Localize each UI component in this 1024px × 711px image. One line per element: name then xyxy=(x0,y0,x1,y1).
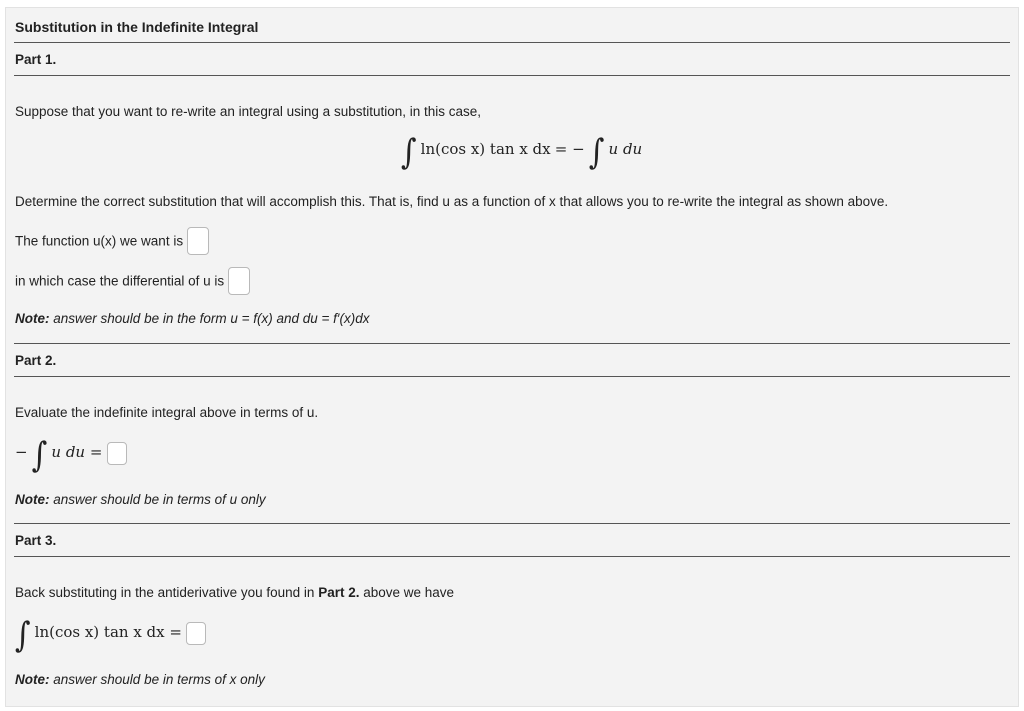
problem-title: Substitution in the Indefinite Integral xyxy=(15,19,259,35)
part1-equation-rhs: u du xyxy=(608,140,643,158)
part1-determine-text: Determine the correct substitution that will accomplish this. That is, find u as a function of x that allows you to re-write the integral as shown above. xyxy=(15,194,889,209)
integral-sign: ∫ xyxy=(588,132,605,173)
part2-instruction: Evaluate the indefinite integral above in terms of u. xyxy=(15,405,319,420)
note-text: answer should be in terms of u only xyxy=(53,492,266,507)
problem-panel xyxy=(5,7,1019,707)
note-label: Note: xyxy=(15,672,50,687)
part2-equation xyxy=(15,435,127,476)
differential-answer-input[interactable] xyxy=(228,267,250,295)
part3-instruction-prefix: Back substituting in the antiderivative you found in xyxy=(15,585,315,600)
part1-equation-lhs: ln(cos x) tan x dx xyxy=(420,140,551,158)
integral-sign: ∫ xyxy=(15,615,31,656)
part3-instruction xyxy=(15,585,454,600)
part1-note xyxy=(15,311,369,326)
part3-divider xyxy=(14,556,1010,557)
part1-divider xyxy=(14,75,1010,76)
note-label: Note: xyxy=(15,492,50,507)
part2-top-divider xyxy=(14,343,1010,344)
part1-intro: Suppose that you want to re-write an integral using a substitution, in this case, xyxy=(15,104,482,119)
part2-answer-input[interactable] xyxy=(107,442,127,465)
integral-sign: ∫ xyxy=(401,132,417,173)
differential-prompt: in which case the differential of u is xyxy=(15,273,225,289)
part1-differential-row xyxy=(15,267,250,295)
part1-heading: Part 1. xyxy=(15,52,57,67)
part3-answer-input[interactable] xyxy=(186,622,206,645)
part3-note xyxy=(15,672,265,687)
title-divider xyxy=(14,42,1010,43)
part3-heading: Part 3. xyxy=(15,533,57,548)
part2-equation-body: u du = xyxy=(51,443,103,461)
part3-equation-body: ln(cos x) tan x dx = xyxy=(34,623,182,641)
part2-heading: Part 2. xyxy=(15,353,57,368)
part3-equation xyxy=(15,615,206,656)
note-text: answer should be in terms of x only xyxy=(53,672,265,687)
part3-instruction-bold: Part 2. xyxy=(318,585,360,600)
part3-top-divider xyxy=(14,523,1010,524)
part2-divider xyxy=(14,376,1010,377)
integral-sign: ∫ xyxy=(31,435,48,476)
part1-equation-eq: = − xyxy=(554,140,585,158)
note-text: answer should be in the form u = f(x) and du = f′(x)dx xyxy=(53,311,370,326)
part1-function-row xyxy=(15,227,209,255)
part1-equation xyxy=(401,132,643,173)
part2-equation-prefix: − xyxy=(15,443,28,461)
function-answer-input[interactable] xyxy=(187,227,209,255)
part2-note xyxy=(15,492,266,507)
function-prompt: The function u(x) we want is xyxy=(15,233,184,249)
note-label: Note: xyxy=(15,311,50,326)
part3-instruction-suffix: above we have xyxy=(363,585,455,600)
